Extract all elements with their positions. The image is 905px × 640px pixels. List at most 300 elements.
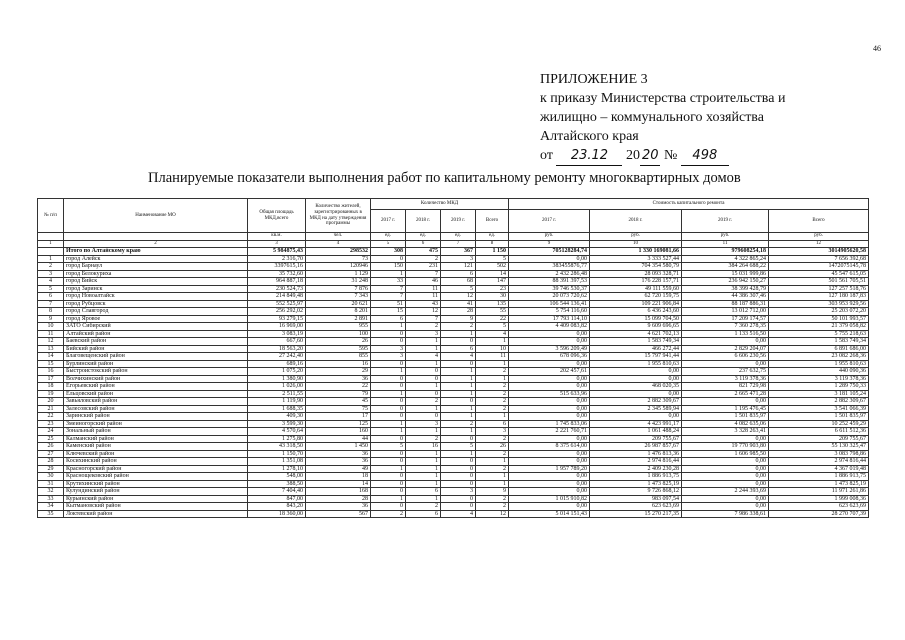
cell-num: 22 — [38, 413, 64, 421]
cell-name — [64, 233, 248, 241]
cell-num: 29 — [38, 465, 64, 473]
cell-name: Егорьевский район — [64, 383, 248, 391]
cell-cost-2018: 704 354 580,79 — [590, 263, 682, 271]
cell-name: город Барнаул — [64, 263, 248, 271]
cell-mkd-2018: 3 — [406, 420, 441, 428]
cell-name: ЗАТО Сибирский — [64, 323, 248, 331]
table-row — [38, 315, 869, 323]
cell-mkd-total: 2 — [476, 503, 509, 511]
cell-cost-2017: 0,00 — [509, 413, 590, 421]
cell-mkd-2019: 121 — [441, 263, 476, 271]
cell-mkd-total: 1 — [476, 360, 509, 368]
cell-mkd-2018: 231 — [406, 263, 441, 271]
cell-mkd-2018: 1 — [406, 428, 441, 436]
appendix-heading: ПРИЛОЖЕНИЕ 3 — [540, 72, 648, 87]
cell-cost-2019: 0,00 — [682, 473, 769, 481]
table-row — [38, 465, 869, 473]
cell-mkd-total: 55 — [476, 308, 509, 316]
col-cost-total-header: Всего — [769, 210, 869, 233]
cell-num: 14 — [38, 353, 64, 361]
cell-area: 1 688,35 — [248, 405, 306, 413]
cell-mkd-2017: 3 — [371, 345, 406, 353]
year-prefix: 20 — [625, 148, 640, 163]
cell-mkd-total: 8 — [476, 240, 509, 248]
cell-mkd-2018: 6 — [406, 510, 441, 518]
cell-name: Бийский район — [64, 345, 248, 353]
cell-area: кв.м. — [248, 233, 306, 241]
cell-name: Локтевский район — [64, 510, 248, 518]
cell-mkd-total: 3 — [476, 428, 509, 436]
cell-cost-2017: 202 457,61 — [509, 368, 590, 376]
cell-mkd-2019: 0 — [441, 458, 476, 466]
cell-cost-2018: 2 345 589,94 — [590, 405, 682, 413]
cell-cost-total: 10 252 459,29 — [769, 420, 869, 428]
cell-cost-2018: 15 797 941,44 — [590, 353, 682, 361]
cell-cost-2017: 9 — [509, 240, 590, 248]
table-row — [38, 353, 869, 361]
cell-cost-2017: 0,00 — [509, 405, 590, 413]
cell-area: 4 570,64 — [248, 428, 306, 436]
cell-area: 27 242,40 — [248, 353, 306, 361]
cell-residents: 26 — [306, 338, 371, 346]
cell-cost-total: 25 203 072,20 — [769, 308, 869, 316]
cell-mkd-total: 12 — [476, 510, 509, 518]
table-row — [38, 338, 869, 346]
cell-cost-2018: 62 720 159,75 — [590, 293, 682, 301]
cell-cost-2019: 19 770 903,80 — [682, 443, 769, 451]
cell-area: 3397615,16 — [248, 263, 306, 271]
table-row — [38, 413, 869, 421]
cell-mkd-2019: 0 — [441, 398, 476, 406]
cell-cost-2019: 13 012 712,00 — [682, 308, 769, 316]
cell-mkd-2017: 0 — [371, 413, 406, 421]
cell-residents: 567 — [306, 510, 371, 518]
table-row — [38, 495, 869, 503]
cell-mkd-2017: 1 — [371, 495, 406, 503]
table-row — [38, 323, 869, 331]
cell-residents: 16 — [306, 360, 371, 368]
cell-area: 230 524,73 — [248, 285, 306, 293]
cell-mkd-2018: 1 — [406, 473, 441, 481]
cell-cost-2019: 0,00 — [682, 480, 769, 488]
cell-mkd-2017: 150 — [371, 263, 406, 271]
from-label: от — [540, 148, 553, 163]
cell-cost-2019: 3 328 263,41 — [682, 428, 769, 436]
cell-mkd-2018: 11 — [406, 285, 441, 293]
cell-cost-2019: 979608254,18 — [682, 248, 769, 256]
cell-mkd-2018: 7 — [406, 270, 441, 278]
cell-mkd-2018: 12 — [406, 308, 441, 316]
cell-num: 2 — [38, 263, 64, 271]
cell-cost-2018: руб. — [590, 233, 682, 241]
cell-mkd-2017: 7 — [371, 285, 406, 293]
cell-name: Итого по Алтайскому краю — [64, 248, 248, 256]
cell-mkd-2019: 0 — [441, 495, 476, 503]
cell-cost-2019: 38 399 428,79 — [682, 285, 769, 293]
cell-cost-2018: 1 955 810,63 — [590, 360, 682, 368]
cell-cost-total: 303 953 929,56 — [769, 300, 869, 308]
cell-residents: 45 — [306, 398, 371, 406]
cell-mkd-total: 14 — [476, 270, 509, 278]
cell-mkd-2019: 6 — [441, 270, 476, 278]
cell-cost-2017: 0,00 — [509, 458, 590, 466]
cell-area: 3 599,30 — [248, 420, 306, 428]
cell-area: 1 351,08 — [248, 458, 306, 466]
cell-cost-total: 127 180 187,83 — [769, 293, 869, 301]
cell-name: Ельцовский район — [64, 390, 248, 398]
cell-residents: 855 — [306, 353, 371, 361]
cell-cost-total: 3 119 378,36 — [769, 375, 869, 383]
cell-cost-2019: 88 187 886,31 — [682, 300, 769, 308]
cell-cost-total: 11 971 261,86 — [769, 488, 869, 496]
cell-cost-2019: руб. — [682, 233, 769, 241]
cell-mkd-2017: 2 — [371, 510, 406, 518]
cell-num: 3 — [38, 270, 64, 278]
cell-residents: 73 — [306, 255, 371, 263]
cell-cost-2018: 28 093 328,71 — [590, 270, 682, 278]
cell-mkd-2017: 308 — [371, 248, 406, 256]
cell-cost-total: 5 755 218,63 — [769, 330, 869, 338]
cell-cost-2019: 1 606 985,50 — [682, 450, 769, 458]
col-2017-header: 2017 г. — [371, 210, 406, 233]
cell-mkd-2017: 0 — [371, 383, 406, 391]
cell-cost-2018: 4 423 991,17 — [590, 420, 682, 428]
cell-cost-2017: 5 014 151,43 — [509, 510, 590, 518]
cell-mkd-2017: 0 — [371, 338, 406, 346]
col-residents-header: Количество жителей, зарегистрированных в МКД на дату утверждения программы — [306, 199, 371, 233]
cell-num: 27 — [38, 450, 64, 458]
cell-cost-total: 1 886 913,75 — [769, 473, 869, 481]
cell-num: 20 — [38, 398, 64, 406]
cell-num: 1 — [38, 240, 64, 248]
cell-area: 214 849,48 — [248, 293, 306, 301]
cell-num: 17 — [38, 375, 64, 383]
cell-mkd-total: 2 — [476, 405, 509, 413]
cell-mkd-2019: 1 — [441, 383, 476, 391]
mkd-group-header: Количество МКД — [371, 199, 509, 210]
cell-num: 16 — [38, 368, 64, 376]
cell-num: 34 — [38, 503, 64, 511]
cell-cost-total: 501 561 705,51 — [769, 278, 869, 286]
cell-cost-2017: 705128284,74 — [509, 248, 590, 256]
cell-cost-2017: 0,00 — [509, 480, 590, 488]
cell-name: Зональный район — [64, 428, 248, 436]
cell-mkd-2018: 7 — [406, 315, 441, 323]
cell-cost-2019: 17 209 174,57 — [682, 315, 769, 323]
cell-mkd-2019: 2 — [441, 420, 476, 428]
cell-mkd-2017: 7 — [371, 293, 406, 301]
cell-cost-2018: 15 270 217,35 — [590, 510, 682, 518]
cell-mkd-2019: 2 — [441, 323, 476, 331]
cell-mkd-2019: 0 — [441, 360, 476, 368]
total-row — [38, 248, 869, 256]
cell-mkd-total: 22 — [476, 315, 509, 323]
cell-cost-2017: 3 596 209,49 — [509, 345, 590, 353]
cell-cost-total: 1 473 825,19 — [769, 480, 869, 488]
cell-area: 1 075,20 — [248, 368, 306, 376]
table-row — [38, 360, 869, 368]
cell-mkd-total: 10 — [476, 345, 509, 353]
cell-area: 3 — [248, 240, 306, 248]
table-row — [38, 443, 869, 451]
cell-cost-2017: 5 754 116,60 — [509, 308, 590, 316]
cell-mkd-2019: 1 — [441, 428, 476, 436]
cell-cost-total: 7 656 392,68 — [769, 255, 869, 263]
cell-cost-2017: 39 746 530,37 — [509, 285, 590, 293]
cell-mkd-2018: 2 — [406, 435, 441, 443]
cell-cost-2019: 0,00 — [682, 503, 769, 511]
cell-name: Калманский район — [64, 435, 248, 443]
cell-name: Алтайский район — [64, 330, 248, 338]
cell-cost-2018: 468 020,35 — [590, 383, 682, 391]
cell-mkd-total: 2 — [476, 398, 509, 406]
cell-cost-2018: 0,00 — [590, 368, 682, 376]
cell-mkd-2018: 1 — [406, 480, 441, 488]
col-name-header: Наименование МО — [64, 199, 248, 233]
table-row — [38, 375, 869, 383]
cell-cost-2017: 1 015 910,82 — [509, 495, 590, 503]
cell-mkd-2017: 51 — [371, 300, 406, 308]
cell-cost-total: 3 083 798,86 — [769, 450, 869, 458]
cell-mkd-2017: 0 — [371, 450, 406, 458]
cell-mkd-2018: 0 — [406, 368, 441, 376]
cell-mkd-2018: 11 — [406, 293, 441, 301]
cell-name: Кулундинский район — [64, 488, 248, 496]
cell-residents: 595 — [306, 345, 371, 353]
cell-cost-2017: 0,00 — [509, 383, 590, 391]
cell-residents: 28 — [306, 495, 371, 503]
cell-cost-2018: 15 099 704,50 — [590, 315, 682, 323]
cell-name: Курьинский район — [64, 495, 248, 503]
cell-cost-2017: 1 957 789,20 — [509, 465, 590, 473]
cell-name: город Яровое — [64, 315, 248, 323]
cell-cost-2018: 1 476 813,36 — [590, 450, 682, 458]
cell-mkd-2017: 5 — [371, 240, 406, 248]
col-total-header: Всего — [476, 210, 509, 233]
cell-area: 1 150,70 — [248, 450, 306, 458]
cell-mkd-2019: 41 — [441, 300, 476, 308]
cell-cost-2017: 515 633,96 — [509, 390, 590, 398]
cell-area: 2 316,70 — [248, 255, 306, 263]
table-body — [38, 233, 869, 518]
cell-cost-2019: 4 082 635,06 — [682, 420, 769, 428]
cell-mkd-2017: 0 — [371, 330, 406, 338]
cell-num: 30 — [38, 473, 64, 481]
cell-cost-total: 3 181 105,24 — [769, 390, 869, 398]
cell-mkd-total: 2 — [476, 368, 509, 376]
cell-mkd-2018: ед. — [406, 233, 441, 241]
cell-cost-2017: 20 073 720,62 — [509, 293, 590, 301]
cell-cost-2019: 0,00 — [682, 495, 769, 503]
cell-cost-2019: 0,00 — [682, 360, 769, 368]
cell-cost-2019: 0,00 — [682, 338, 769, 346]
cell-cost-2018: 3 333 527,44 — [590, 255, 682, 263]
cell-mkd-2017: 0 — [371, 480, 406, 488]
cell-mkd-2017: 3 — [371, 353, 406, 361]
cell-num: 24 — [38, 428, 64, 436]
cell-cost-2019: 44 386 307,46 — [682, 293, 769, 301]
cell-num: 33 — [38, 495, 64, 503]
cell-area: 552 525,97 — [248, 300, 306, 308]
cell-cost-2018: 49 111 559,60 — [590, 285, 682, 293]
cell-cost-2018: 0,00 — [590, 375, 682, 383]
cell-residents: 125 — [306, 420, 371, 428]
cell-area: 2 511,55 — [248, 390, 306, 398]
cell-cost-2017: 0,00 — [509, 398, 590, 406]
col-cost-2018-header: 2018 г. — [590, 210, 682, 233]
cell-mkd-2019: 1 — [441, 375, 476, 383]
cell-mkd-2017: 1 — [371, 323, 406, 331]
cell-cost-total: 28 270 707,39 — [769, 510, 869, 518]
cell-mkd-2019: 7 — [441, 240, 476, 248]
cell-residents: 955 — [306, 323, 371, 331]
cell-cost-2019: 384 264 688,22 — [682, 263, 769, 271]
col-cost-2017-header: 2017 г. — [509, 210, 590, 233]
cell-mkd-2017: ед. — [371, 233, 406, 241]
cell-mkd-2019: 5 — [441, 285, 476, 293]
cell-mkd-2017: 33 — [371, 278, 406, 286]
cell-cost-2017: 0,00 — [509, 255, 590, 263]
cell-mkd-2018: 1 — [406, 338, 441, 346]
cell-cost-2018: 466 272,44 — [590, 345, 682, 353]
cell-mkd-total: 9 — [476, 488, 509, 496]
cell-name: Бурлинский район — [64, 360, 248, 368]
cell-mkd-2018: 1 — [406, 495, 441, 503]
cell-residents: 4 — [306, 240, 371, 248]
cell-cost-2017: 17 793 114,10 — [509, 315, 590, 323]
cell-num: 32 — [38, 488, 64, 496]
cell-mkd-2017: 0 — [371, 405, 406, 413]
cell-cost-2018: 109 221 906,84 — [590, 300, 682, 308]
cell-cost-total: 1 289 750,33 — [769, 383, 869, 391]
cell-residents: 36 — [306, 375, 371, 383]
col-num-header: № п/п — [38, 199, 64, 233]
cell-mkd-total: 135 — [476, 300, 509, 308]
cell-mkd-2017: 1 — [371, 428, 406, 436]
cell-cost-total: 3 541 066,39 — [769, 405, 869, 413]
cell-cost-total: 623 623,69 — [769, 503, 869, 511]
cell-cost-2017: 0,00 — [509, 450, 590, 458]
table-row — [38, 263, 869, 271]
cell-area: 409,30 — [248, 413, 306, 421]
cell-name: Ключевский район — [64, 450, 248, 458]
cost-group-header: Стоимость капитального ремонта — [509, 199, 869, 210]
cell-cost-2019: 2 244 393,69 — [682, 488, 769, 496]
cell-name: Благовещенский район — [64, 353, 248, 361]
cell-mkd-2017: 1 — [371, 390, 406, 398]
cell-mkd-2019: 9 — [441, 315, 476, 323]
table-row — [38, 368, 869, 376]
cell-area: 667,60 — [248, 338, 306, 346]
cell-cost-2017: руб. — [509, 233, 590, 241]
cell-mkd-2019: 12 — [441, 293, 476, 301]
col-2018-header: 2018 г. — [406, 210, 441, 233]
cell-residents: 49 — [306, 465, 371, 473]
cell-cost-2018: 209 755,67 — [590, 435, 682, 443]
cell-mkd-2017: 1 — [371, 368, 406, 376]
cell-cost-total: 45 547 615,05 — [769, 270, 869, 278]
cell-mkd-2019: 1 — [441, 413, 476, 421]
cell-residents: 36 — [306, 450, 371, 458]
cell-cost-2017: 2 432 286,48 — [509, 270, 590, 278]
cell-cost-2017: 678 096,36 — [509, 353, 590, 361]
cell-num: 35 — [38, 510, 64, 518]
cell-mkd-total: 1 — [476, 413, 509, 421]
cell-cost-total: 6 611 512,36 — [769, 428, 869, 436]
cell-mkd-2018: 43 — [406, 300, 441, 308]
cell-residents: 100 — [306, 330, 371, 338]
cell-area: 256 292,02 — [248, 308, 306, 316]
cell-num: 26 — [38, 443, 64, 451]
table-row — [38, 488, 869, 496]
cell-mkd-2017: 15 — [371, 308, 406, 316]
cell-name: город Белокуриха — [64, 270, 248, 278]
cell-residents: 17 — [306, 413, 371, 421]
cell-cost-total: 1 583 749,34 — [769, 338, 869, 346]
cell-residents: 7 876 — [306, 285, 371, 293]
cell-cost-total: 4 367 019,48 — [769, 465, 869, 473]
cell-cost-total: 1 501 835,97 — [769, 413, 869, 421]
cell-cost-2019: 0,00 — [682, 465, 769, 473]
cell-name: Залесовский район — [64, 405, 248, 413]
cell-residents: 75 — [306, 405, 371, 413]
cell-area: 388,50 — [248, 480, 306, 488]
table-row — [38, 330, 869, 338]
cell-residents: 7 343 — [306, 293, 371, 301]
cell-cost-total: 3014905620,58 — [769, 248, 869, 256]
cell-num — [38, 248, 64, 256]
cell-mkd-2019: 0 — [441, 465, 476, 473]
cell-cost-total: 440 090,36 — [769, 368, 869, 376]
cell-cost-2019: 236 942 150,27 — [682, 278, 769, 286]
col-cost-2019-header: 2019 г. — [682, 210, 769, 233]
cell-cost-2018: 0,00 — [590, 390, 682, 398]
cell-mkd-2017: 0 — [371, 488, 406, 496]
cell-cost-2019: 237 632,75 — [682, 368, 769, 376]
cell-cost-2018: 983 097,54 — [590, 495, 682, 503]
page-number: 46 — [873, 44, 881, 53]
cell-mkd-2017: 1 — [371, 270, 406, 278]
cell-cost-total: руб. — [769, 233, 869, 241]
cell-mkd-2017: 0 — [371, 458, 406, 466]
cell-mkd-2019: 0 — [441, 480, 476, 488]
table-row — [38, 435, 869, 443]
col-2019-header: 2019 г. — [441, 210, 476, 233]
cell-area: 689,16 — [248, 360, 306, 368]
cell-mkd-2019: 1 — [441, 450, 476, 458]
cell-cost-2019: 3 119 378,36 — [682, 375, 769, 383]
cell-cost-2017: 88 391 397,53 — [509, 278, 590, 286]
cell-name: 2 — [64, 240, 248, 248]
cell-num: 11 — [38, 330, 64, 338]
cell-mkd-2019: 1 — [441, 390, 476, 398]
cell-mkd-total: 502 — [476, 263, 509, 271]
cell-num: 18 — [38, 383, 64, 391]
table-row — [38, 428, 869, 436]
cell-mkd-total: 1 — [476, 458, 509, 466]
cell-cost-2018: 1 473 825,19 — [590, 480, 682, 488]
cell-area: 18 563,20 — [248, 345, 306, 353]
cell-area: 35 732,60 — [248, 270, 306, 278]
appendix-line: жилищно – коммунального хозяйства — [540, 110, 764, 125]
cell-mkd-2018: 6 — [406, 488, 441, 496]
cell-cost-total: 2 974 816,44 — [769, 458, 869, 466]
cell-cost-2019: 1 195 476,45 — [682, 405, 769, 413]
cell-mkd-total: 23 — [476, 285, 509, 293]
cell-name: город Алейск — [64, 255, 248, 263]
cell-mkd-total: 1 — [476, 375, 509, 383]
cell-name: Заринский район — [64, 413, 248, 421]
